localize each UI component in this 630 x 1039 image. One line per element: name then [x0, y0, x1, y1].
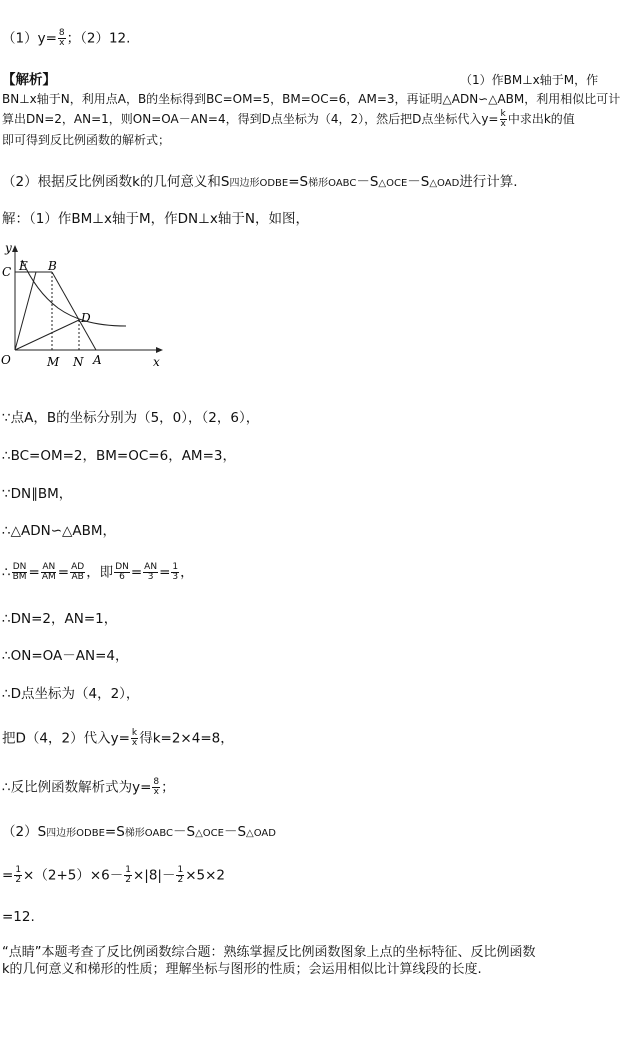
denominator: AM [41, 572, 56, 582]
fraction-8-over-x [58, 29, 66, 48]
solution-line3: ∴BC=OM=2，BM=OC=6，AM=3， [2, 448, 236, 464]
fraction-k-over-x-2 [131, 729, 138, 748]
s10-a: 把D（4，2）代入y= [2, 730, 130, 747]
label-E: E [19, 259, 28, 273]
label-y: y [5, 241, 12, 255]
analysis-line2: BN⊥x轴于N，利用点A，B的坐标得到BC=OM=5，BM=OC=6，AM=3，再证明△ADN∽△ABM，利用相似比可计 [2, 92, 621, 106]
solution-line14: =12. [2, 909, 35, 925]
s6-g: ， [180, 564, 194, 581]
hyperbola-curve [22, 260, 126, 326]
numerator: k [500, 109, 506, 119]
s12-b: =S [104, 824, 125, 840]
solution-line8: ∴ON=OA－AN=4， [2, 648, 129, 664]
denominator: x [153, 787, 159, 797]
comment-line1: “点睛”本题考查了反比例函数综合题：熟练掌握反比例函数图象上点的坐标特征、反比例函数 [2, 945, 536, 960]
fraction-an-3 [143, 563, 158, 582]
label-M: M [47, 355, 60, 369]
numerator: 1 [172, 562, 179, 572]
fraction-half-3 [176, 866, 184, 885]
s12-d: －S [223, 824, 247, 840]
numerator: DN [12, 562, 27, 572]
fraction-dn-6 [114, 563, 130, 582]
numerator: AN [42, 562, 56, 572]
label-C: C [2, 265, 12, 279]
denominator: x [131, 738, 138, 748]
numerator: 1 [15, 865, 22, 875]
numerator: 1 [125, 865, 131, 875]
subscript-odbe-2: 四边形ODBE [46, 828, 105, 839]
fraction-dn-bm [12, 563, 28, 582]
denominator: 3 [172, 572, 179, 582]
denominator: x [500, 119, 506, 129]
segment-OB [15, 272, 36, 350]
numerator: AD [71, 562, 85, 572]
analysis-line5-e: 进行计算. [459, 174, 518, 190]
s12-a: （2）S [2, 824, 47, 840]
s13-a: = [2, 867, 14, 884]
solution-line12 [2, 824, 276, 842]
denominator: AB [71, 572, 84, 582]
s6-a: ∴ [2, 564, 11, 581]
subscript-oce-2: △OCE [195, 828, 224, 839]
analysis-line5-d: －S [407, 174, 430, 190]
denominator: 3 [147, 572, 154, 582]
s6-d: ，即 [86, 564, 114, 581]
fraction-half-2 [124, 866, 132, 885]
s12-c: －S [173, 824, 196, 840]
s11-a: ∴反比例函数解析式为y= [2, 779, 152, 796]
solution-line7: ∴DN=2，AN=1， [2, 611, 118, 627]
fraction-k-over-x [500, 110, 507, 129]
answer-line [2, 29, 130, 48]
analysis-title: 【解析】 [2, 72, 56, 88]
s13-b: ×（2+5）×6－ [23, 867, 124, 884]
denominator: 2 [125, 875, 131, 885]
comment-line2: k的几何意义和梯形的性质；理解坐标与图形的性质；会运用相似比计算线段的长度. [2, 962, 482, 977]
label-N: N [73, 355, 84, 369]
y-axis-arrow [12, 245, 18, 252]
label-O: O [1, 353, 11, 367]
solution-line13 [2, 866, 225, 885]
geometry-figure [0, 238, 175, 378]
s11-b: ； [161, 779, 175, 796]
numerator: 8 [58, 28, 65, 38]
fraction-an-am [41, 563, 57, 582]
numerator: k [131, 728, 138, 738]
answer-part1: （1）y= [2, 30, 57, 47]
label-x: x [153, 355, 160, 369]
fraction-8-over-x-2 [152, 778, 160, 797]
s6-f: = [159, 564, 171, 581]
solution-line5: ∴△ADN∽△ABM， [2, 523, 117, 539]
analysis-line5-a: （2）根据反比例函数k的几何意义和S [2, 174, 230, 190]
solution-line6 [2, 563, 194, 582]
subscript-odbe: 四边形ODBE [229, 178, 289, 189]
s6-e: = [130, 564, 143, 581]
numerator: 1 [177, 865, 184, 875]
solution-line2: ∵点A，B的坐标分别为（5，0），（2，6）， [2, 410, 260, 426]
solution-line9: ∴D点坐标为（4，2）， [2, 686, 140, 702]
subscript-oad-2: △OAD [246, 828, 276, 839]
denominator: 6 [119, 572, 125, 582]
segment-OD [15, 320, 79, 350]
s6-c: = [57, 564, 70, 581]
numerator: AN [144, 562, 158, 572]
subscript-oce: △OCE [378, 178, 408, 189]
subscript-oabc-2: 梯形OABC [124, 828, 174, 839]
denominator: BM [12, 572, 27, 582]
denominator: 2 [15, 875, 22, 885]
analysis-line4: 即可得到反比例函数的解析式； [2, 133, 171, 147]
s6-b: = [28, 564, 40, 581]
analysis-line5-b: =S [288, 174, 309, 190]
s13-d: ×5×2 [185, 867, 226, 884]
analysis-line3-a: 算出DN=2，AN=1，则ON=OA－AN=4，得到D点坐标为（4，2），然后把D点坐标代入y= [2, 112, 499, 126]
denominator: 2 [177, 875, 184, 885]
subscript-oabc: 梯形OABC [308, 178, 357, 189]
denominator: x [59, 38, 65, 48]
s13-c: ×|8|－ [132, 867, 176, 884]
solution-line1: 解：（1）作BM⊥x轴于M，作DN⊥x轴于N，如图， [2, 211, 309, 227]
fraction-1-3 [171, 563, 179, 582]
solution-line10 [2, 729, 234, 748]
label-A: A [93, 353, 102, 367]
fraction-half-1 [14, 866, 22, 885]
label-D: D [81, 311, 91, 325]
label-B: B [48, 259, 57, 273]
analysis-line3 [2, 110, 575, 129]
analysis-line5 [2, 174, 518, 192]
answer-part2: ；（2）12. [66, 30, 131, 47]
numerator: 8 [153, 777, 160, 787]
analysis-line5-c: －S [356, 174, 379, 190]
numerator: DN [115, 562, 129, 572]
subscript-oad: △OAD [429, 178, 460, 189]
analysis-line1-right: （1）作BM⊥x轴于M，作 [460, 73, 599, 87]
analysis-line3-b: 中求出k的值 [507, 112, 575, 126]
solution-line11 [2, 778, 175, 797]
fraction-ad-ab [70, 563, 85, 582]
s10-b: 得k=2×4=8， [139, 730, 234, 747]
x-axis-arrow [156, 347, 163, 353]
solution-line4: ∵DN∥BM， [2, 486, 73, 502]
